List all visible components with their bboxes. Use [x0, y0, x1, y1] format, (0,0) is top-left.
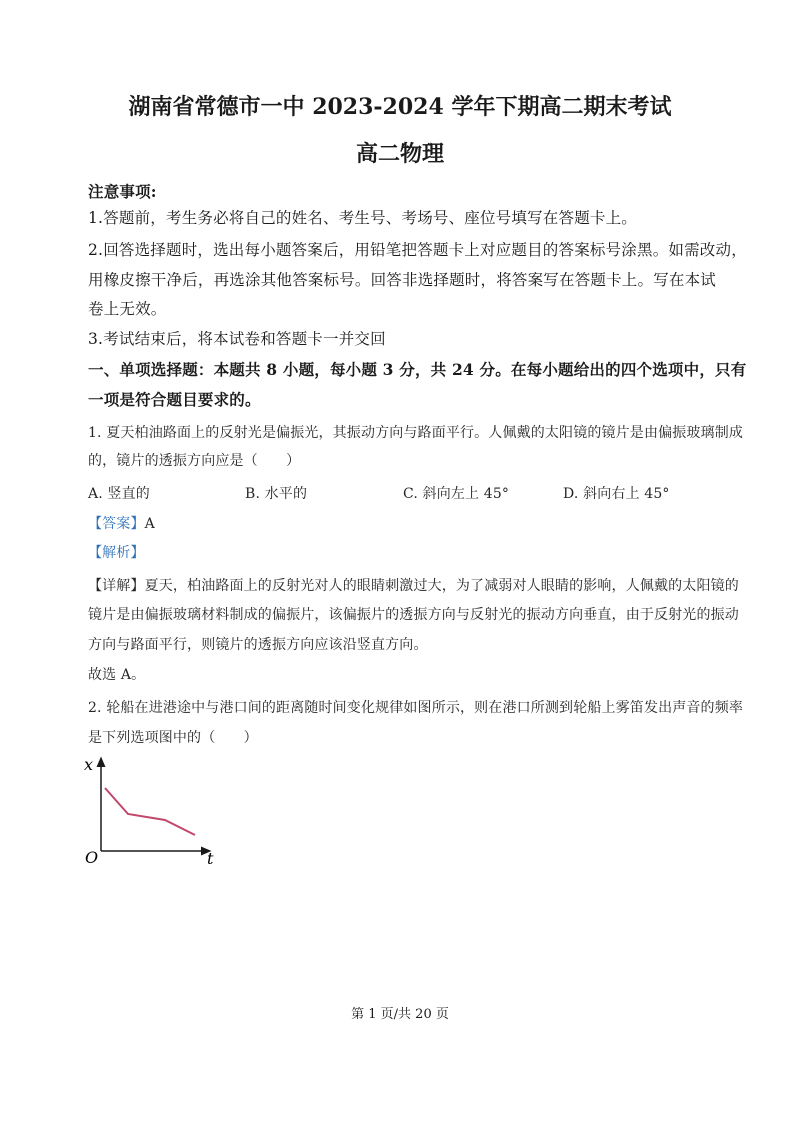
- question-1-option-c: C. 斜向左上 45°: [403, 486, 510, 502]
- page-number: 第 1 页/共 20 页: [351, 1007, 449, 1022]
- question-1-option-d: D. 斜向右上 45°: [563, 486, 670, 502]
- question-1-detail-line-3: 方向与路面平行，则镜片的透振方向应该沿竖直方向。: [88, 637, 428, 653]
- origin-label: O: [85, 848, 99, 867]
- notice-item-3: 3.考试结束后，将本试卷和答题卡一并交回: [88, 330, 386, 348]
- subject-title: 高二物理: [355, 141, 444, 167]
- answer-tag: 【答案】: [88, 516, 145, 532]
- detail-text-1: 夏天，柏油路面上的反射光对人的眼睛刺激过大，为了减弱对人眼睛的影响，人佩戴的太阳镜的: [144, 578, 739, 594]
- distance-curve: [105, 788, 195, 835]
- exam-title: 湖南省常德市一中 2023-2024 学年下期高二期末考试: [128, 94, 672, 120]
- detail-tag: 【详解】: [88, 578, 145, 594]
- notice-item-2-line-2: 用橡皮擦干净后，再选涂其他答案标号。回答非选择题时，将答案写在答题卡上。写在本试: [88, 271, 717, 289]
- question-2-stem-line-2: 是下列选项图中的（ ）: [88, 730, 258, 746]
- section-1-instructions-line-2: 一项是符合题目要求的。: [88, 390, 261, 409]
- x-axis-label: t: [207, 849, 214, 868]
- analysis-tag: 【解析】: [88, 545, 145, 561]
- answer-value: A: [144, 516, 155, 532]
- question-1-option-a: A. 竖直的: [88, 486, 150, 502]
- question-1-stem-line-1: 1. 夏天柏油路面上的反射光是偏振光，其振动方向与路面平行。人佩戴的太阳镜的镜片是由偏振玻璃制成: [88, 425, 744, 441]
- question-1-detail-line-1: [88, 575, 739, 595]
- question-1-stem-line-2: 的，镜片的透振方向应是（ ）: [88, 453, 301, 469]
- section-1-instructions-line-1: 一、单项选择题：本题共 8 小题，每小题 3 分，共 24 分。在每小题给出的四个选项中，只有: [88, 360, 747, 379]
- question-1-detail-line-2: 镜片是由偏振玻璃材料制成的偏振片，该偏振片的透振方向与反射光的振动方向垂直，由于反射光的振动: [88, 607, 739, 623]
- y-axis-label: x: [84, 755, 94, 774]
- question-1-conclusion: 故选 A。: [88, 667, 146, 683]
- notice-item-2-line-3: 卷上无效。: [88, 300, 167, 318]
- notice-item-2-line-1: 2.回答选择题时，选出每小题答案后，用铅笔把答题卡上对应题目的答案标号涂黑。如需改动，: [88, 241, 747, 259]
- question-2-stem-line-1: 2. 轮船在进港途中与港口间的距离随时间变化规律如图所示，则在港口所测到轮船上雾笛发出声音的频率: [88, 700, 744, 716]
- question-1-option-b: B. 水平的: [245, 486, 308, 502]
- notice-heading: 注意事项:: [88, 182, 157, 201]
- notice-item-1: 1.答题前，考生务必将自己的姓名、考生号、考场号、座位号填写在答题卡上。: [88, 209, 637, 227]
- distance-time-graph: [80, 755, 230, 870]
- question-1-answer: [88, 513, 155, 533]
